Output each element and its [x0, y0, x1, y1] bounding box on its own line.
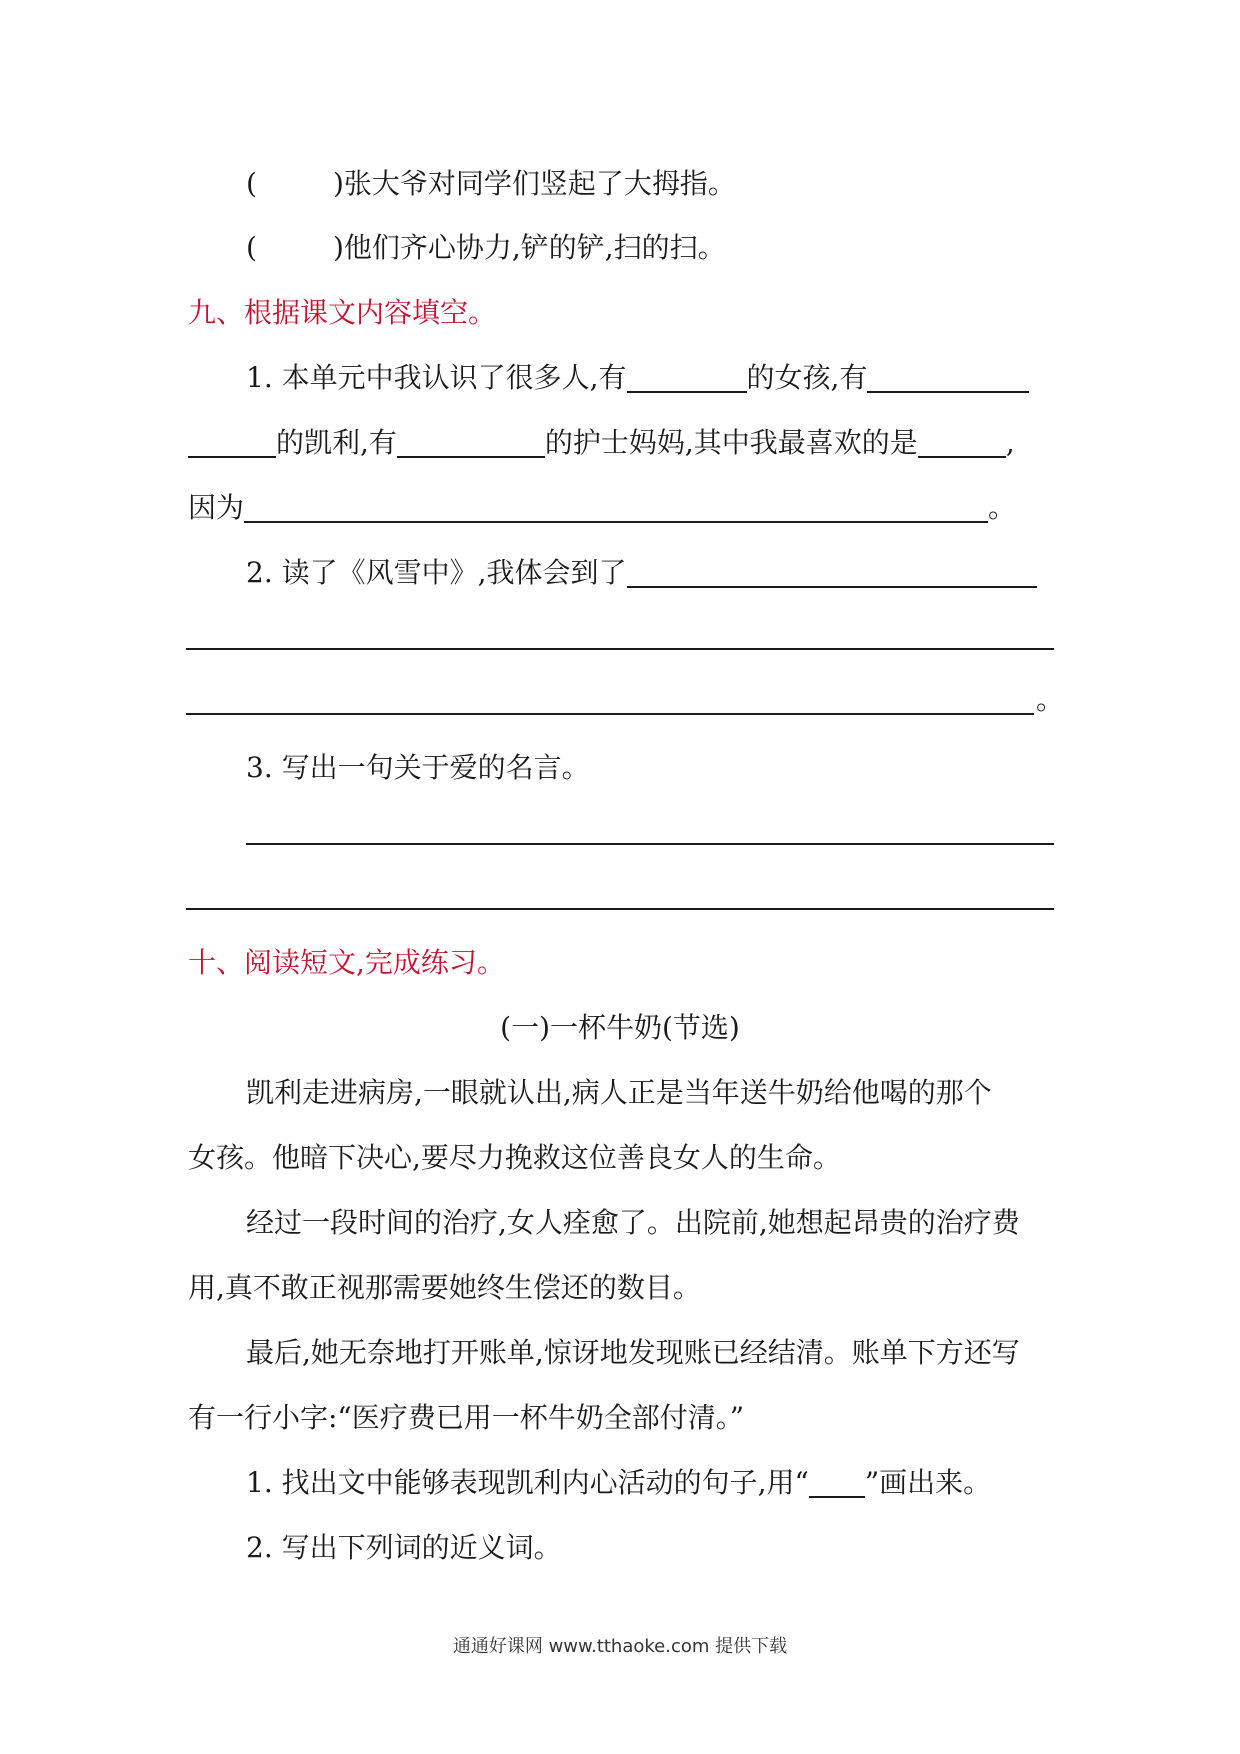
question-text: 1. 本单元中我认识了很多人,有 — [246, 361, 627, 394]
item-text: 张大爷对同学们竖起了大拇指。 — [343, 167, 736, 200]
fill-blank[interactable] — [867, 361, 1029, 393]
item-line — [246, 228, 1060, 268]
answer-line[interactable] — [186, 713, 1034, 715]
answer-line[interactable] — [246, 843, 1054, 845]
paren-close: ) — [332, 231, 344, 264]
question-text: 2. 读了《风雪中》,我体会到了 — [246, 556, 627, 589]
passage-line: 经过一段时间的治疗,女人痊愈了。出院前,她想起昂贵的治疗费 — [246, 1206, 1020, 1239]
period: 。 — [1036, 683, 1065, 716]
paren-close: ) — [332, 167, 344, 200]
question-text: 1. 找出文中能够表现凯利内心活动的句子,用“ — [246, 1466, 809, 1499]
passage-line: 用,真不敢正视那需要她终生偿还的数目。 — [188, 1271, 701, 1304]
question-line — [188, 488, 1060, 528]
question-text: ”画出来。 — [864, 1466, 992, 1499]
paren-open: ( — [246, 231, 257, 264]
item-text: 他们齐心协力,铲的铲,扫的扫。 — [343, 231, 726, 264]
question-text: 2. 写出下列词的近义词。 — [246, 1531, 562, 1564]
passage-line: 最后,她无奈地打开账单,惊讶地发现账已经结清。账单下方还写 — [246, 1336, 1020, 1369]
passage-title: (一)一杯牛奶(节选) — [500, 1011, 740, 1044]
fill-blank[interactable] — [627, 556, 1037, 588]
fill-blank[interactable] — [397, 426, 545, 458]
fill-blank[interactable] — [918, 426, 1006, 458]
answer-line[interactable] — [186, 908, 1054, 910]
question-line — [246, 553, 1060, 593]
section-heading: 十、阅读短文,完成练习。 — [188, 946, 505, 979]
question-text: 的凯利,有 — [276, 426, 397, 459]
passage-line: 有一行小字:“医疗费已用一杯牛奶全部付清。” — [188, 1401, 745, 1434]
question-text: 的女孩,有 — [746, 361, 868, 394]
fill-blank[interactable] — [244, 491, 988, 523]
question-line — [246, 358, 1060, 398]
passage-line: 女孩。他暗下决心,要尽力挽救这位善良女人的生命。 — [188, 1141, 841, 1174]
passage-line: 凯利走进病房,一眼就认出,病人正是当年送牛奶给他喝的那个 — [246, 1076, 992, 1109]
underline-sample — [809, 1466, 865, 1498]
question-text: 。 — [988, 491, 1017, 524]
question-line — [188, 423, 1060, 463]
fill-blank[interactable] — [627, 361, 747, 393]
question-text: 因为 — [188, 491, 245, 524]
section-heading: 九、根据课文内容填空。 — [188, 296, 497, 329]
fill-blank[interactable] — [188, 426, 276, 458]
question-text: 的护士妈妈,其中我最喜欢的是 — [544, 426, 918, 459]
footer-source: 通通好课网 www.tthaoke.com 提供下载 — [452, 1636, 788, 1657]
question-line — [246, 1463, 1060, 1503]
answer-line[interactable] — [186, 648, 1054, 650]
question-text: 3. 写出一句关于爱的名言。 — [246, 751, 590, 784]
question-text: , — [1005, 426, 1015, 459]
paren-open: ( — [246, 167, 257, 200]
item-line — [246, 164, 1060, 204]
